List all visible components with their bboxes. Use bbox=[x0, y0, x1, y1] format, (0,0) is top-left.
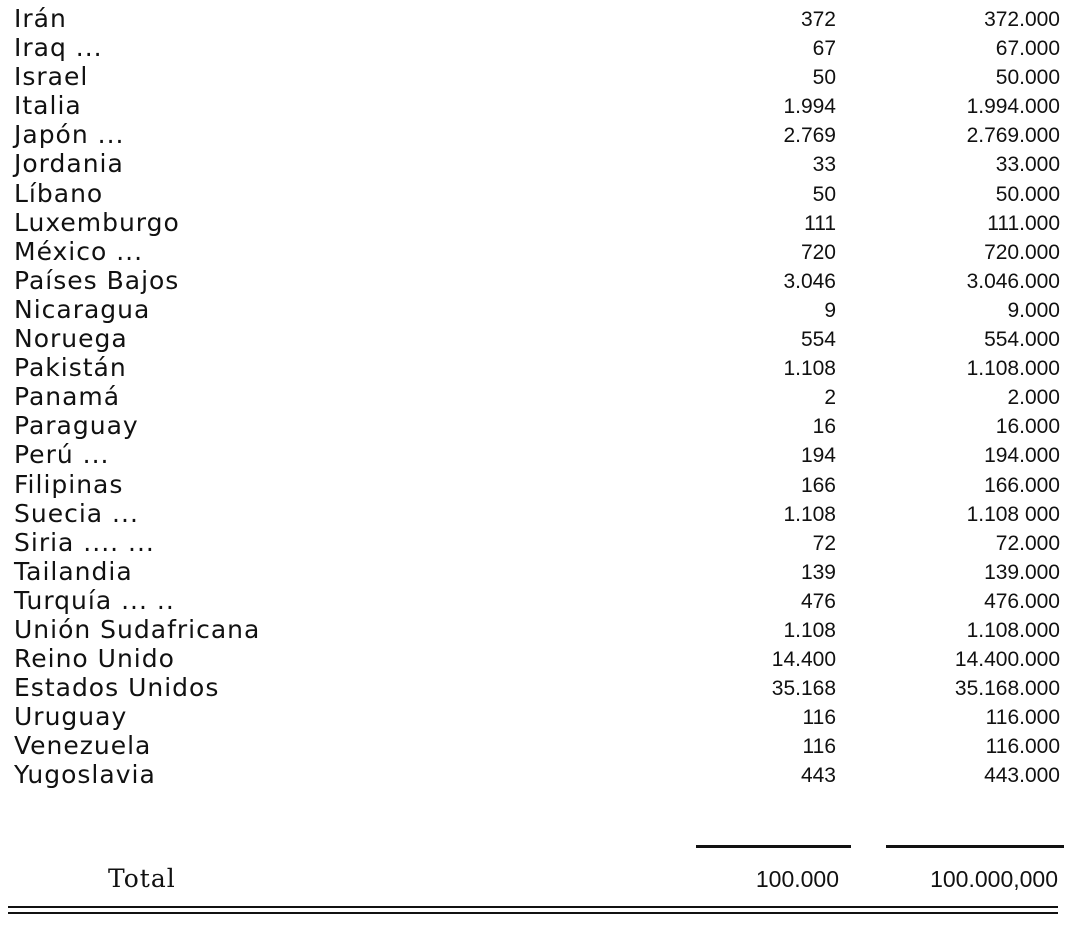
amount-cell: 33.000 bbox=[995, 153, 1060, 177]
amount-cell: 116.000 bbox=[985, 735, 1060, 759]
table-row bbox=[14, 324, 1074, 353]
amount-cell: 720.000 bbox=[984, 240, 1060, 264]
country-cell: Suecia ... bbox=[14, 498, 139, 528]
table-row bbox=[14, 237, 1074, 266]
amount-cell: 111.000 bbox=[987, 211, 1060, 235]
shares-cell: 35.168 bbox=[771, 677, 836, 701]
shares-cell: 2.769 bbox=[783, 124, 836, 148]
table-row bbox=[14, 615, 1074, 644]
country-cell: Jordania bbox=[14, 149, 124, 179]
amount-cell: 1.994.000 bbox=[966, 95, 1060, 119]
shares-cell: 476 bbox=[800, 589, 836, 613]
table-row bbox=[14, 411, 1074, 440]
shares-cell: 194 bbox=[800, 444, 836, 468]
amount-cell: 50.000 bbox=[995, 182, 1060, 206]
shares-cell: 72 bbox=[812, 531, 836, 555]
table-row bbox=[14, 673, 1074, 702]
country-cell: Filipinas bbox=[14, 469, 124, 499]
country-cell: México ... bbox=[14, 236, 144, 266]
amount-cell: 67.000 bbox=[995, 37, 1060, 61]
shares-cell: 2 bbox=[824, 386, 836, 410]
table-row bbox=[14, 557, 1074, 586]
shares-cell: 16 bbox=[812, 415, 836, 439]
table-row bbox=[14, 731, 1074, 760]
shares-cell: 554 bbox=[800, 328, 836, 352]
amount-cell: 1.108 000 bbox=[966, 502, 1060, 526]
country-cell: Turquía ... .. bbox=[14, 585, 175, 615]
country-cell: Italia bbox=[14, 91, 82, 121]
total-row bbox=[0, 862, 1080, 896]
amount-cell: 443.000 bbox=[984, 764, 1060, 788]
table-row bbox=[14, 353, 1074, 382]
shares-cell: 111 bbox=[804, 211, 836, 235]
amount-cell: 554.000 bbox=[984, 328, 1060, 352]
total-label: Total bbox=[108, 864, 176, 893]
total-shares: 100.000 bbox=[755, 866, 839, 892]
country-cell: Siria .... ... bbox=[14, 527, 155, 557]
shares-cell: 1.108 bbox=[783, 502, 836, 526]
amount-cell: 2.769.000 bbox=[966, 124, 1060, 148]
shares-cell: 9 bbox=[824, 298, 836, 322]
total-amount: 100.000,000 bbox=[930, 866, 1058, 892]
country-cell: Venezuela bbox=[14, 731, 152, 761]
table-row bbox=[14, 149, 1074, 178]
bottom-rule bbox=[8, 906, 1058, 908]
country-cell: Perú ... bbox=[14, 440, 110, 470]
table-row bbox=[14, 266, 1074, 295]
country-cell: Israel bbox=[14, 62, 89, 92]
table-row bbox=[14, 208, 1074, 237]
country-cell: Líbano bbox=[14, 178, 104, 208]
shares-cell: 1.108 bbox=[783, 618, 836, 642]
table-row bbox=[14, 91, 1074, 120]
country-cell: Noruega bbox=[14, 324, 128, 354]
shares-cell: 14.400 bbox=[771, 648, 836, 672]
table-row bbox=[14, 33, 1074, 62]
country-cell: Reino Unido bbox=[14, 644, 175, 674]
shares-cell: 1.994 bbox=[783, 95, 836, 119]
amount-cell: 3.046.000 bbox=[966, 269, 1060, 293]
table-row bbox=[14, 382, 1074, 411]
amount-cell: 50.000 bbox=[995, 66, 1060, 90]
country-cell: Tailandia bbox=[14, 556, 133, 586]
table-row bbox=[14, 179, 1074, 208]
amount-cell: 2.000 bbox=[1007, 386, 1060, 410]
country-cell: Unión Sudafricana bbox=[14, 614, 261, 644]
country-cell: Uruguay bbox=[14, 702, 128, 732]
shares-cell: 372 bbox=[800, 8, 836, 31]
country-cell: Iraq ... bbox=[14, 33, 103, 63]
table-row bbox=[14, 499, 1074, 528]
amount-cell: 1.108.000 bbox=[966, 618, 1060, 642]
shares-cell: 33 bbox=[812, 153, 836, 177]
table-row bbox=[14, 62, 1074, 91]
shares-cell: 3.046 bbox=[783, 269, 836, 293]
total-rule-amount bbox=[886, 845, 1064, 848]
shares-cell: 443 bbox=[800, 764, 836, 788]
shares-cell: 116 bbox=[802, 735, 836, 759]
table-row bbox=[14, 295, 1074, 324]
table-row bbox=[14, 528, 1074, 557]
amount-cell: 139.000 bbox=[984, 560, 1060, 584]
amount-cell: 16.000 bbox=[995, 415, 1060, 439]
amount-cell: 166.000 bbox=[984, 473, 1060, 497]
country-cell: Pakistán bbox=[14, 353, 127, 383]
country-cell: Panamá bbox=[14, 382, 121, 412]
shares-cell: 720 bbox=[800, 240, 836, 264]
country-cell: Nicaragua bbox=[14, 294, 151, 324]
shares-cell: 1.108 bbox=[783, 357, 836, 381]
amount-cell: 14.400.000 bbox=[954, 648, 1060, 672]
shares-cell: 50 bbox=[812, 182, 836, 206]
amount-cell: 372.000 bbox=[984, 8, 1060, 31]
table-row bbox=[14, 470, 1074, 499]
country-cell: Irán bbox=[14, 4, 67, 33]
table-row bbox=[14, 440, 1074, 469]
amount-cell: 9.000 bbox=[1007, 298, 1060, 322]
amount-cell: 72.000 bbox=[995, 531, 1060, 555]
table-row bbox=[14, 586, 1074, 615]
table-row bbox=[14, 4, 1074, 33]
country-cell: Japón ... bbox=[14, 120, 125, 150]
country-cell: Estados Unidos bbox=[14, 673, 220, 703]
shares-cell: 67 bbox=[812, 37, 836, 61]
table-body bbox=[14, 4, 1074, 790]
bottom-rule bbox=[8, 912, 1058, 914]
country-cell: Paraguay bbox=[14, 411, 139, 441]
shares-cell: 139 bbox=[800, 560, 836, 584]
shares-cell: 50 bbox=[812, 66, 836, 90]
country-cell: Luxemburgo bbox=[14, 207, 180, 237]
amount-cell: 476.000 bbox=[984, 589, 1060, 613]
country-cell: Yugoslavia bbox=[14, 760, 156, 790]
table-row bbox=[14, 760, 1074, 789]
table-row bbox=[14, 644, 1074, 673]
shares-cell: 116 bbox=[802, 706, 836, 730]
amount-cell: 35.168.000 bbox=[954, 677, 1060, 701]
shares-cell: 166 bbox=[800, 473, 836, 497]
total-rule-shares bbox=[696, 845, 851, 848]
country-cell: Países Bajos bbox=[14, 265, 180, 295]
amount-cell: 194.000 bbox=[984, 444, 1060, 468]
amount-cell: 1.108.000 bbox=[966, 357, 1060, 381]
table-row bbox=[14, 120, 1074, 149]
table-row bbox=[14, 702, 1074, 731]
amount-cell: 116.000 bbox=[985, 706, 1060, 730]
